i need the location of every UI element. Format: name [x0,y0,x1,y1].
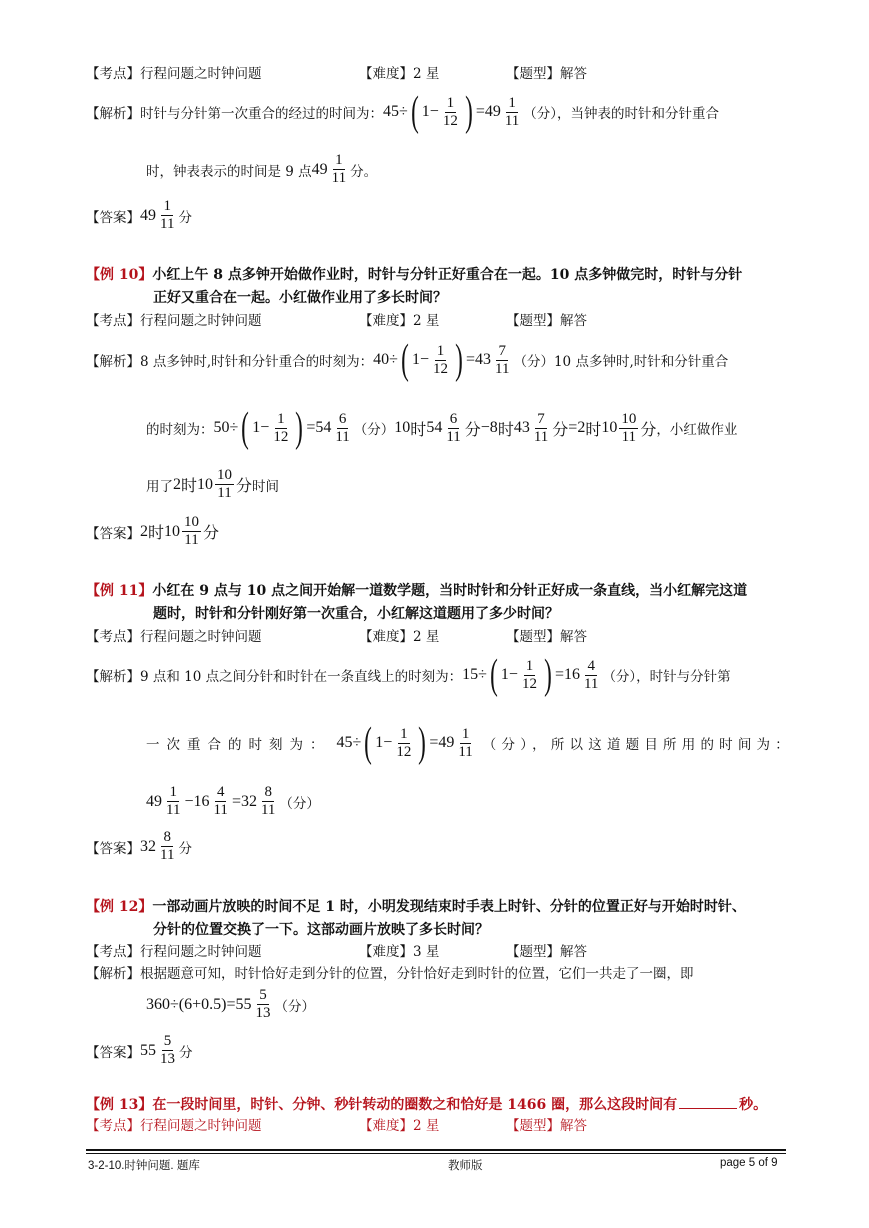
formula: 40÷ ( 1− $\frac{1}{12}$ ) =43 $\frac{7}{11}$ [373,337,510,383]
daan-tag: 【答案】 [86,1044,140,1061]
jiexi-tag: 【解析】 [86,106,140,122]
answer-formula: 55 $\frac{5}{13}$ [140,1033,175,1067]
question-text: 题时，时针和分针刚好第一次重合，小红解这道题用了多少时间？ [153,606,559,622]
analysis-row-11c [146,784,320,819]
type-text: 解答 [560,944,587,960]
analysis-text: （分），当钟表的时针和分针重合 [523,106,720,122]
analysis-row-12b [146,987,315,1022]
formula: 2 时 10 $\frac{10}{11}$ 分 [173,467,253,501]
footer-center: 教师版 [448,1160,483,1172]
analysis-row-10a [86,337,729,383]
analysis-text: 分。 [350,163,378,180]
nandu-tag: 【难度】 [359,944,413,960]
answer-row-10 [86,514,219,549]
formula: 49 $\frac{1}{11}$ [311,152,347,186]
answer-unit: 分 [178,840,192,857]
nandu-tag: 【难度】 [359,1118,413,1134]
analysis-text: （分） [353,422,395,438]
question-text: 在一段时间里，时针、分钟、秒针转动的圈数之和恰好是 1466 圈，那么这段时间有 [152,1097,678,1113]
analysis-row-0b [146,152,377,187]
daan-tag: 【答案】 [86,209,140,226]
tixing-tag: 【题型】 [506,944,560,960]
footer-left: 3-2-10.时钟问题. 题库 [88,1160,200,1172]
topic-text: 行程问题之时钟问题 [140,313,262,329]
answer-row-11 [86,829,192,864]
answer-row-0 [86,198,192,233]
meta-row-0 [86,62,587,82]
daan-tag: 【答案】 [86,525,140,542]
difficulty-text: 2 星 [413,66,440,82]
jiexi-tag: 【解析】 [86,966,140,982]
footer-rule-thin [86,1153,786,1154]
tixing-tag: 【题型】 [506,313,560,329]
question-text: 一部动画片放映的时间不足 1 时，小明发现结束时手表上时针、分针的位置正好与开始时时针、 [152,899,746,915]
topic-text: 行程问题之时钟问题 [140,66,262,82]
analysis-text: （分）10 点多钟时,时针和分针重合 [513,354,729,370]
analysis-text: 一次重合的时刻为： [146,737,331,753]
question-12 [86,896,746,942]
analysis-text: 根据题意可知，时针恰好走到分针的位置，分针恰好走到时针的位置，它们一共走了一圈，即 [140,966,694,982]
topic-text: 行程问题之时钟问题 [140,1118,262,1134]
tixing-tag: 【题型】 [506,1118,560,1134]
kaodian-tag: 【考点】 [86,944,140,960]
difficulty-text: 2 星 [413,629,440,645]
kaodian-tag: 【考点】 [86,313,140,329]
question-text: 小红上午 8 点多钟开始做作业时，时针与分针正好重合在一起。10 点多钟做完时，时针与分针 [152,267,743,283]
formula: 15÷ ( 1− $\frac{1}{12}$ ) =16 $\frac{4}{11}$ [462,652,599,698]
formula: 49 $\frac{1}{11}$ −16 $\frac{4}{11}$ =32 $\frac{8}{11}$ [146,784,276,818]
type-text: 解答 [560,1118,587,1134]
analysis-text: 的时刻为： [146,422,214,438]
analysis-text: ，小红做作业 [656,422,738,438]
question-text: 小红在 9 点与 10 点之间开始解一道数学题，当时时针和分针正好成一条直线，当小红解完这道 [152,583,748,599]
analysis-text: 时针与分针第一次重合的经过的时间为： [140,106,383,122]
answer-formula: 49 $\frac{1}{11}$ [140,198,175,232]
formula: 10 时 54 $\frac{6}{11}$ 分 −8 时 43 $\frac{7}{11}$ 分 =2 时 10 $\frac{10}{11}$ 分 [394,410,657,445]
analysis-text: （分），所以这道题目所用的时间为： [482,737,794,753]
meta-row-10 [86,309,587,329]
difficulty-text: 2 星 [413,1118,440,1134]
nandu-tag: 【难度】 [359,66,413,82]
analysis-row-10b [146,405,738,451]
type-text: 解答 [560,313,587,329]
jiexi-tag: 【解析】 [86,354,140,370]
analysis-row-0a [86,89,720,135]
topic-text: 行程问题之时钟问题 [140,629,262,645]
analysis-text: 9 点和 10 点之间分针和时针在一条直线上的时刻为： [140,669,463,685]
answer-unit: 分 [178,209,192,226]
analysis-row-11b [146,720,794,766]
formula: 45÷ ( 1− $\frac{1}{12}$ ) =49 $\frac{1}{11}$ [336,720,473,766]
nandu-tag: 【难度】 [359,313,413,329]
difficulty-text: 3 星 [413,944,440,960]
analysis-row-10c [146,467,279,502]
kaodian-tag: 【考点】 [86,629,140,645]
tixing-tag: 【题型】 [506,66,560,82]
topic-text: 行程问题之时钟问题 [140,944,262,960]
analysis-text: （分） [274,998,315,1015]
formula: 50÷ ( 1− $\frac{1}{12}$ ) =54 $\frac{6}{11}$ [213,405,350,451]
formula: 360÷(6+0.5)=55 $\frac{5}{13}$ [146,987,271,1021]
footer-rule-thick [86,1149,786,1151]
footer-page: page 5 of 9 [720,1157,778,1169]
example-label: 【例 12】 [86,899,153,915]
example-label: 【例 10】 [86,267,153,283]
question-11 [86,580,747,626]
question-text: 正好又重合在一起。小红做作业用了多长时间？ [153,290,447,306]
analysis-row-11a [86,652,731,698]
answer-blank [679,1094,737,1109]
question-text: 分针的位置交换了一下。这部动画片放映了多长时间？ [153,922,489,938]
analysis-row-12a [86,962,694,982]
meta-row-12 [86,940,587,960]
question-10 [86,264,742,310]
type-text: 解答 [560,66,587,82]
daan-tag: 【答案】 [86,840,140,857]
jiexi-tag: 【解析】 [86,669,140,685]
answer-unit: 分 [179,1044,193,1061]
example-label: 【例 11】 [86,583,153,599]
analysis-text: （分） [279,795,320,812]
question-text: 秒。 [739,1097,768,1113]
tixing-tag: 【题型】 [506,629,560,645]
kaodian-tag: 【考点】 [86,66,140,82]
type-text: 解答 [560,629,587,645]
answer-row-12 [86,1033,193,1068]
analysis-text: （分），时针与分针第 [602,669,731,685]
analysis-text: 用了 [146,478,173,495]
analysis-text: 时，钟表表示的时间是 9 点 [146,163,312,180]
kaodian-tag: 【考点】 [86,1118,140,1134]
answer-formula: 2 时 10 $\frac{10}{11}$ 分 [140,514,220,548]
formula: 45÷ ( 1− $\frac{1}{12}$ ) =49 $\frac{1}{11}$ [383,89,520,135]
example-label: 【例 13】 [86,1097,153,1113]
answer-formula: 32 $\frac{8}{11}$ [140,829,175,863]
nandu-tag: 【难度】 [359,629,413,645]
analysis-text: 时间 [252,478,280,495]
difficulty-text: 2 星 [413,313,440,329]
meta-row-13 [86,1114,587,1134]
analysis-text: 8 点多钟时,时针和分针重合的时刻为： [140,354,374,370]
meta-row-11 [86,625,587,645]
